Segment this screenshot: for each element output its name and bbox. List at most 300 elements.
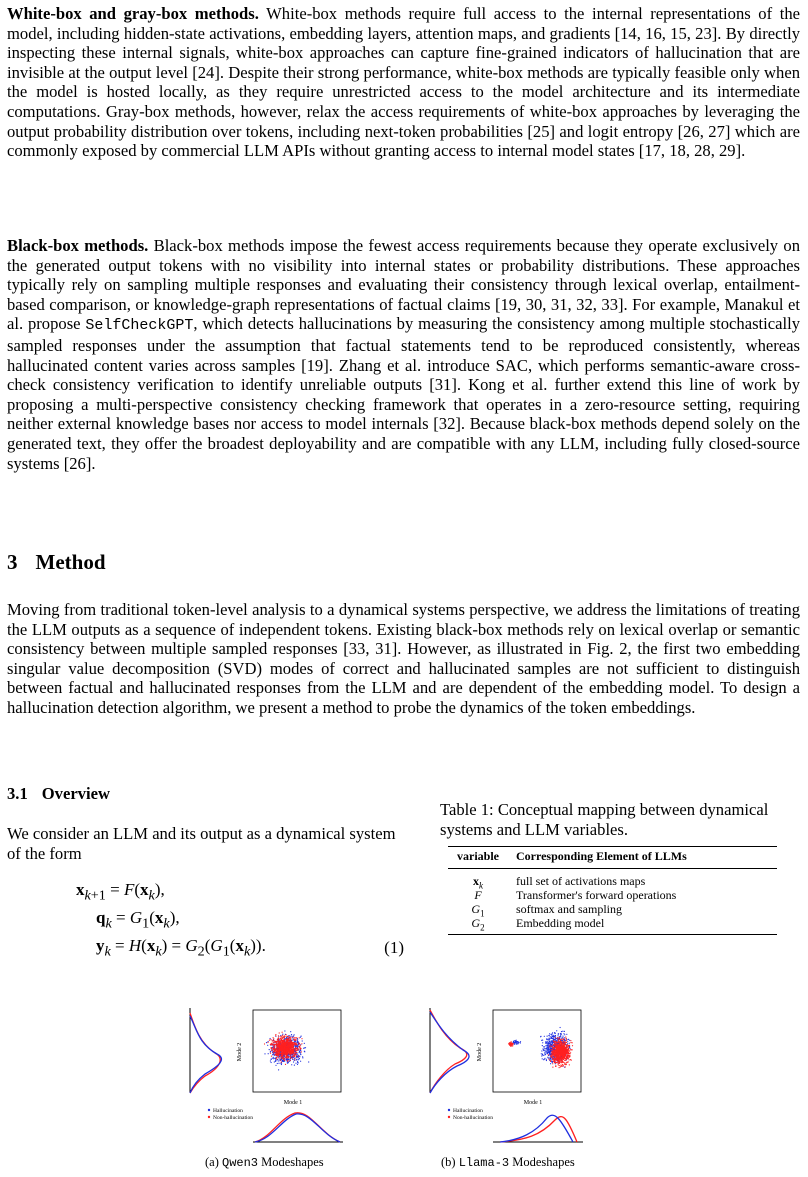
- scatter-point: [272, 1040, 273, 1041]
- scatter-point: [300, 1037, 301, 1038]
- paragraph-black-box: [7, 236, 800, 473]
- scatter-point: [560, 1061, 561, 1062]
- scatter-point: [273, 1053, 274, 1054]
- scatter-point: [279, 1032, 280, 1033]
- scatter-point: [565, 1043, 566, 1044]
- scatter-point: [284, 1048, 285, 1049]
- scatter-point: [566, 1034, 567, 1035]
- scatter-point: [551, 1059, 552, 1060]
- scatter-point: [556, 1059, 557, 1060]
- scatter-point: [281, 1064, 282, 1065]
- scatter-point: [284, 1039, 285, 1040]
- scatter-point: [553, 1060, 554, 1061]
- scatter-point: [299, 1051, 300, 1052]
- scatter-point: [554, 1050, 555, 1051]
- scatter-point: [554, 1055, 555, 1056]
- scatter-point: [299, 1052, 300, 1053]
- scatter-point: [272, 1058, 273, 1059]
- scatter-point: [516, 1041, 517, 1042]
- scatter-point: [278, 1041, 279, 1042]
- scatter-point: [544, 1036, 545, 1037]
- scatter-point: [561, 1045, 562, 1046]
- scatter-point: [549, 1039, 550, 1040]
- scatter-point: [563, 1054, 564, 1055]
- scatter-point: [296, 1050, 297, 1051]
- scatter-point: [277, 1052, 278, 1053]
- scatter-point: [290, 1053, 291, 1054]
- scatter-point: [552, 1046, 553, 1047]
- table-bottom-rule: [448, 934, 777, 935]
- scatter-point: [547, 1057, 548, 1058]
- scatter-point: [285, 1046, 286, 1047]
- scatter-point: [287, 1045, 288, 1046]
- scatter-point: [565, 1053, 566, 1054]
- scatter-point: [572, 1042, 573, 1043]
- scatter-point: [570, 1040, 571, 1041]
- legend-marker-hallucination: [208, 1109, 210, 1111]
- scatter-point: [304, 1051, 305, 1052]
- scatter-point: [560, 1035, 561, 1036]
- scatter-point: [304, 1043, 305, 1044]
- marginal-x-non-hallucination: [255, 1113, 340, 1142]
- scatter-point: [273, 1047, 274, 1048]
- scatter-point: [276, 1051, 277, 1052]
- scatter-point: [276, 1060, 277, 1061]
- table-top-rule: [448, 846, 777, 847]
- scatter-point: [570, 1049, 571, 1050]
- scatter-point: [560, 1027, 561, 1028]
- scatter-point: [284, 1043, 285, 1044]
- scatter-point: [547, 1041, 548, 1042]
- scatter-point: [552, 1055, 553, 1056]
- scatter-point: [291, 1034, 292, 1035]
- scatter-point: [551, 1056, 552, 1057]
- scatter-point: [302, 1056, 303, 1057]
- scatter-point: [559, 1047, 560, 1048]
- marginal-x-hallucination: [500, 1115, 573, 1142]
- scatter-point: [565, 1066, 566, 1067]
- scatter-point: [268, 1053, 269, 1054]
- scatter-point: [282, 1052, 283, 1053]
- scatter-point: [564, 1031, 565, 1032]
- scatter-point: [290, 1056, 291, 1057]
- scatter-point: [274, 1061, 275, 1062]
- scatter-point: [567, 1039, 568, 1040]
- scatter-point: [558, 1039, 559, 1040]
- scatter-point: [550, 1041, 551, 1042]
- scatter-point: [547, 1036, 548, 1037]
- scatter-point: [270, 1038, 271, 1039]
- legend-non-hallucination: Non-hallucination: [453, 1115, 494, 1121]
- scatter-point: [276, 1048, 277, 1049]
- scatter-point: [558, 1064, 559, 1065]
- scatter-point: [560, 1042, 561, 1043]
- scatter-point: [568, 1049, 569, 1050]
- scatter-point: [564, 1055, 565, 1056]
- marginal-curve-non-hallucination: [430, 1010, 467, 1093]
- scatter-point: [276, 1043, 277, 1044]
- section-title: Method: [35, 550, 106, 574]
- scatter-point: [301, 1036, 302, 1037]
- scatter-point: [567, 1050, 568, 1051]
- scatter-point: [541, 1055, 542, 1056]
- scatter-point: [292, 1042, 293, 1043]
- scatter-point: [296, 1059, 297, 1060]
- scatter-point: [303, 1048, 304, 1049]
- scatter-point: [561, 1066, 562, 1067]
- scatter-point: [290, 1060, 291, 1061]
- scatter-point: [290, 1031, 291, 1032]
- scatter-point: [287, 1036, 288, 1037]
- scatter-point: [543, 1046, 544, 1047]
- scatter-point: [289, 1050, 290, 1051]
- scatter-point: [273, 1038, 274, 1039]
- scatter-point: [278, 1060, 279, 1061]
- scatter-point: [299, 1058, 300, 1059]
- paragraph-lead: Black-box methods.: [7, 236, 149, 255]
- scatter-point: [552, 1058, 553, 1059]
- scatter-point: [555, 1043, 556, 1044]
- scatter-point: [510, 1046, 511, 1047]
- scatter-point: [278, 1057, 279, 1058]
- scatter-point: [293, 1056, 294, 1057]
- scatter-point: [561, 1059, 562, 1060]
- scatter-point: [294, 1041, 295, 1042]
- scatter-point: [283, 1040, 284, 1041]
- equation-row-1: $x_{k+1} = F(x_k)$,: [76, 880, 165, 904]
- table-cell-desc: Transformer's forward operations: [516, 888, 677, 902]
- scatter-point: [297, 1054, 298, 1055]
- scatter-point: [279, 1059, 280, 1060]
- scatter-point: [541, 1050, 542, 1051]
- scatter-point: [542, 1040, 543, 1041]
- scatter-point: [275, 1049, 276, 1050]
- scatter-point: [281, 1062, 282, 1063]
- scatter-point: [518, 1042, 519, 1043]
- scatter-point: [282, 1034, 283, 1035]
- scatter-point: [292, 1058, 293, 1059]
- scatter-point: [517, 1043, 518, 1044]
- scatter-point: [288, 1043, 289, 1044]
- scatter-point: [290, 1039, 291, 1040]
- scatter-point: [559, 1061, 560, 1062]
- scatter-point: [293, 1061, 294, 1062]
- equation-row-2: $q_k = G_1(x_k)$,: [96, 908, 180, 932]
- table-cell-var: $G_1$: [471, 902, 485, 919]
- x-axis-label: Mode 1: [523, 1100, 543, 1106]
- scatter-point: [551, 1051, 552, 1052]
- scatter-point: [278, 1063, 279, 1064]
- scatter-point: [568, 1045, 569, 1046]
- scatter-point: [289, 1045, 290, 1046]
- scatter-point: [563, 1033, 564, 1034]
- scatter-point: [290, 1058, 291, 1059]
- scatter-point: [280, 1044, 281, 1045]
- scatter-point: [293, 1054, 294, 1055]
- scatter-point: [566, 1046, 567, 1047]
- scatter-point: [286, 1057, 287, 1058]
- scatter-point: [562, 1051, 563, 1052]
- scatter-point: [563, 1057, 564, 1058]
- scatter-point: [284, 1057, 285, 1058]
- scatter-point: [552, 1053, 553, 1054]
- scatter-point: [561, 1031, 562, 1032]
- scatter-point: [282, 1045, 283, 1046]
- scatter-point: [295, 1044, 296, 1045]
- scatter-point: [305, 1047, 306, 1048]
- scatter-point: [299, 1056, 300, 1057]
- table-header-variable: variable: [457, 849, 499, 863]
- scatter-point: [554, 1039, 555, 1040]
- scatter-point: [552, 1067, 553, 1068]
- scatter-point: [554, 1052, 555, 1053]
- scatter-point: [559, 1067, 560, 1068]
- scatter-point: [566, 1064, 567, 1065]
- scatter-point: [566, 1052, 567, 1053]
- scatter-point: [293, 1048, 294, 1049]
- scatter-point: [550, 1060, 551, 1061]
- scatter-point: [560, 1048, 561, 1049]
- scatter-point: [282, 1060, 283, 1061]
- scatter-point: [293, 1037, 294, 1038]
- scatter-point: [550, 1051, 551, 1052]
- scatter-point: [282, 1043, 283, 1044]
- scatter-point: [569, 1053, 570, 1054]
- scatter-point: [555, 1037, 556, 1038]
- scatter-point: [297, 1061, 298, 1062]
- scatter-point: [562, 1031, 563, 1032]
- scatter-point: [554, 1060, 555, 1061]
- scatter-point: [264, 1043, 265, 1044]
- scatter-point: [275, 1060, 276, 1061]
- scatter-point: [559, 1063, 560, 1064]
- scatter-point: [566, 1047, 567, 1048]
- scatter-point: [298, 1049, 299, 1050]
- scatter-point: [279, 1048, 280, 1049]
- scatter-point: [300, 1050, 301, 1051]
- scatter-point: [286, 1051, 287, 1052]
- scatter-point: [277, 1063, 278, 1064]
- scatter-point: [572, 1045, 573, 1046]
- scatter-point: [301, 1043, 302, 1044]
- scatter-point: [542, 1045, 543, 1046]
- scatter-point: [548, 1049, 549, 1050]
- scatter-point: [566, 1062, 567, 1063]
- scatter-point: [285, 1064, 286, 1065]
- scatter-point: [517, 1041, 518, 1042]
- legend-marker-non-hallucination: [448, 1116, 450, 1118]
- scatter-point: [295, 1048, 296, 1049]
- scatter-point: [284, 1036, 285, 1037]
- scatter-point: [569, 1064, 570, 1065]
- scatter-point: [279, 1050, 280, 1051]
- scatter-point: [300, 1045, 301, 1046]
- scatter-point: [296, 1037, 297, 1038]
- scatter-point: [297, 1064, 298, 1065]
- subcaption-a-code: Qwen3: [222, 1156, 259, 1170]
- scatter-point: [295, 1052, 296, 1053]
- scatter-point: [552, 1032, 553, 1033]
- scatter-point: [547, 1043, 548, 1044]
- scatter-point: [280, 1053, 281, 1054]
- scatter-point: [288, 1047, 289, 1048]
- scatter-point: [551, 1048, 552, 1049]
- subsection-number: 3.1: [7, 784, 28, 803]
- scatter-point: [290, 1044, 291, 1045]
- y-axis-label: Mode 2: [477, 1042, 483, 1062]
- scatter-point: [291, 1047, 292, 1048]
- scatter-point: [567, 1053, 568, 1054]
- scatter-point: [270, 1060, 271, 1061]
- scatter-point: [286, 1040, 287, 1041]
- scatter-point: [558, 1045, 559, 1046]
- scatter-point: [553, 1058, 554, 1059]
- table-cell-var: F: [474, 888, 482, 902]
- paragraph-body-continued: , which detects hallucinations by measuring the consistency among multiple stochastically sampled responses under the assumption that factual statements tend to be reproduced consistently, whereas hallucinated content varies across samples [19]. Zhang et al. introduce SAC, which performs semantic-aware cross-check consistency verification to identify unreliable outputs [31]. Kong et al. further extend this line of work by proposing a multi-perspective consistency checking framework that operates in a zero-resource setting, requiring neither external knowledge bases nor access to model internals [32]. Because black-box methods depend solely on the generated text, they offer the broadest deployability and are compatible with any LLM, including fully closed-source systems [26].: [7, 314, 800, 473]
- scatter-point: [288, 1056, 289, 1057]
- scatter-point: [542, 1058, 543, 1059]
- scatter-point: [520, 1041, 521, 1042]
- scatter-point: [278, 1045, 279, 1046]
- scatter-point: [569, 1050, 570, 1051]
- scatter-point: [550, 1063, 551, 1064]
- scatter-points: [264, 1030, 309, 1070]
- scatter-point: [563, 1059, 564, 1060]
- scatter-point: [511, 1041, 512, 1042]
- scatter-point: [547, 1053, 548, 1054]
- scatter-point: [280, 1046, 281, 1047]
- scatter-point: [267, 1042, 268, 1043]
- scatter-point: [552, 1052, 553, 1053]
- scatter-point: [555, 1053, 556, 1054]
- scatter-point: [286, 1044, 287, 1045]
- scatter-point: [559, 1065, 560, 1066]
- scatter-point: [559, 1037, 560, 1038]
- scatter-point: [555, 1041, 556, 1042]
- scatter-point: [291, 1064, 292, 1065]
- table-cell-var: $x_k$: [473, 874, 483, 891]
- scatter-point: [546, 1039, 547, 1040]
- equation-number: (1): [384, 938, 404, 957]
- scatter-point: [551, 1044, 552, 1045]
- y-axis-label: Mode 2: [237, 1042, 243, 1062]
- scatter-point: [569, 1055, 570, 1056]
- scatter-point: [550, 1038, 551, 1039]
- scatter-point: [291, 1051, 292, 1052]
- scatter-point: [280, 1060, 281, 1061]
- scatter-point: [509, 1044, 510, 1045]
- scatter-point: [555, 1047, 556, 1048]
- scatter-point: [278, 1052, 279, 1053]
- scatter-point: [554, 1062, 555, 1063]
- scatter-point: [565, 1036, 566, 1037]
- scatter-point: [281, 1056, 282, 1057]
- scatter-point: [511, 1044, 512, 1045]
- scatter-point: [557, 1038, 558, 1039]
- subsection-heading: [7, 784, 110, 804]
- scatter-point: [294, 1054, 295, 1055]
- scatter-point: [275, 1054, 276, 1055]
- scatter-point: [270, 1039, 271, 1040]
- scatter-point: [281, 1048, 282, 1049]
- scatter-point: [550, 1043, 551, 1044]
- scatter-point: [567, 1056, 568, 1057]
- scatter-point: [273, 1058, 274, 1059]
- scatter-point: [301, 1051, 302, 1052]
- scatter-point: [552, 1049, 553, 1050]
- scatter-point: [550, 1036, 551, 1037]
- scatter-point: [560, 1066, 561, 1067]
- scatter-point: [548, 1059, 549, 1060]
- scatter-point: [293, 1046, 294, 1047]
- scatter-point: [271, 1044, 272, 1045]
- scatter-point: [293, 1044, 294, 1045]
- scatter-point: [549, 1052, 550, 1053]
- scatter-point: [562, 1040, 563, 1041]
- scatter-point: [561, 1058, 562, 1059]
- scatter-point: [564, 1034, 565, 1035]
- scatter-point: [543, 1055, 544, 1056]
- scatter-point: [551, 1052, 552, 1053]
- scatter-point: [555, 1058, 556, 1059]
- scatter-point: [564, 1064, 565, 1065]
- scatter-point: [278, 1069, 279, 1070]
- scatter-point: [298, 1057, 299, 1058]
- scatter-point: [564, 1053, 565, 1054]
- scatter-point: [571, 1049, 572, 1050]
- scatter-point: [553, 1036, 554, 1037]
- scatter-point: [266, 1042, 267, 1043]
- scatter-point: [542, 1054, 543, 1055]
- scatter-point: [542, 1042, 543, 1043]
- legend-hallucination: Hallucination: [453, 1108, 483, 1114]
- scatter-point: [569, 1040, 570, 1041]
- table-cell-desc: softmax and sampling: [516, 902, 622, 916]
- scatter-point: [556, 1054, 557, 1055]
- scatter-point: [273, 1037, 274, 1038]
- scatter-point: [553, 1035, 554, 1036]
- scatter-point: [275, 1052, 276, 1053]
- scatter-point: [289, 1037, 290, 1038]
- scatter-point: [286, 1042, 287, 1043]
- scatter-point: [552, 1062, 553, 1063]
- scatter-point: [292, 1037, 293, 1038]
- subcaption-b: [441, 1155, 575, 1170]
- table-header-rule: [448, 868, 777, 869]
- scatter-point: [549, 1033, 550, 1034]
- scatter-point: [571, 1060, 572, 1061]
- scatter-point: [282, 1035, 283, 1036]
- scatter-point: [272, 1049, 273, 1050]
- scatter-point: [280, 1041, 281, 1042]
- scatter-point: [556, 1030, 557, 1031]
- scatter-point: [544, 1059, 545, 1060]
- scatter-point: [549, 1041, 550, 1042]
- scatter-point: [272, 1054, 273, 1055]
- scatter-point: [269, 1049, 270, 1050]
- table-caption: Table 1: Conceptual mapping between dynamical systems and LLM variables.: [440, 800, 769, 839]
- scatter-point: [564, 1062, 565, 1063]
- scatter-point: [559, 1044, 560, 1045]
- scatter-point: [566, 1038, 567, 1039]
- scatter-point: [292, 1056, 293, 1057]
- scatter-point: [270, 1053, 271, 1054]
- scatter-point: [547, 1039, 548, 1040]
- section-heading: [7, 550, 106, 575]
- scatter-point: [289, 1041, 290, 1042]
- scatter-point: [559, 1039, 560, 1040]
- paragraph-lead: White-box and gray-box methods.: [7, 4, 259, 23]
